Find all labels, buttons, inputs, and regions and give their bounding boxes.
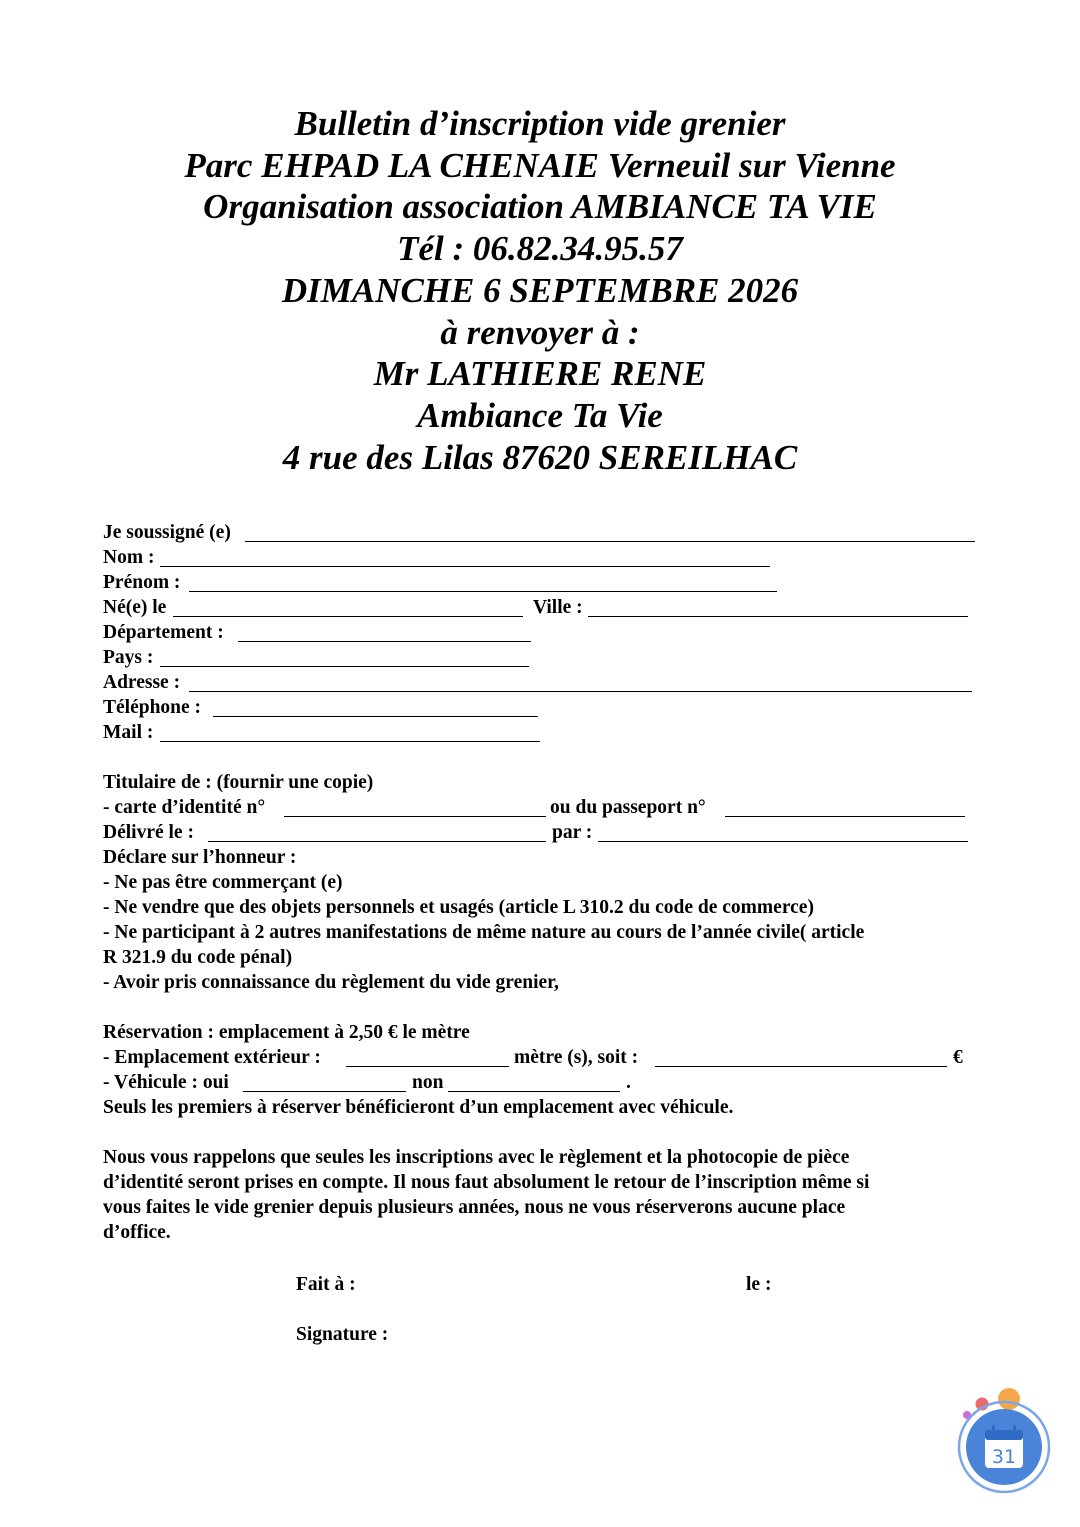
calendar-badge[interactable]: [955, 1385, 1055, 1495]
pays-field[interactable]: [160, 645, 529, 667]
vehicule-non-field[interactable]: [448, 1070, 620, 1092]
ne-le-label: Né(e) le: [103, 597, 167, 618]
declaration-item: - Ne vendre que des objets personnels et usagés (article L 310.2 du code de commerce): [103, 897, 814, 918]
emplacement-row: [103, 1045, 983, 1070]
prenom-field[interactable]: [189, 570, 777, 592]
titulaire-title-text: Titulaire de : (fournir une copie): [103, 772, 374, 793]
header-date: DIMANCHE 6 SEPTEMBRE 2026: [281, 270, 799, 310]
reminder-line: d’office.: [103, 1222, 171, 1243]
header-organisation: Organisation association AMBIANCE TA VIE: [203, 187, 877, 227]
reminder-line: Nous vous rappelons que seules les inscriptions avec le règlement et la photocopie de pièce: [103, 1147, 850, 1168]
departement-label: Département :: [103, 622, 224, 643]
calendar-icon: [955, 1385, 1055, 1495]
par-field[interactable]: [598, 820, 968, 842]
adresse-row: [103, 670, 983, 695]
telephone-field[interactable]: [213, 695, 538, 717]
nom-row: [103, 545, 983, 570]
reminder-line: vous faites le vide grenier depuis plusieurs années, nous ne vous réserverons aucune place: [103, 1197, 846, 1218]
header-recipient: Mr LATHIERE RENE: [373, 354, 707, 394]
vehicule-oui-field[interactable]: [243, 1070, 406, 1092]
soussigne-field[interactable]: [245, 520, 975, 542]
ville-label: Ville :: [533, 597, 583, 618]
carte-identite-field[interactable]: [284, 795, 546, 817]
vehicule-oui-label: - Véhicule : oui: [103, 1072, 229, 1093]
soussigne-label: Je soussigné (e): [103, 522, 231, 543]
header-address: 4 rue des Lilas 87620 SEREILHAC: [282, 437, 798, 477]
emplacement-label: - Emplacement extérieur :: [103, 1047, 321, 1068]
reservation-note: Seuls les premiers à réserver bénéficieront d’un emplacement avec véhicule.: [103, 1097, 734, 1118]
pays-row: [103, 645, 983, 670]
declaration-item: - Ne participant à 2 autres manifestations de même nature au cours de l’année civile( article: [103, 922, 865, 943]
reservation-title: Réservation : emplacement à 2,50 € le mètre: [103, 1022, 470, 1043]
telephone-row: [103, 695, 983, 720]
mail-row: [103, 720, 983, 745]
header-return-to: à renvoyer à :: [440, 312, 640, 352]
ville-field[interactable]: [588, 595, 968, 617]
pays-label: Pays :: [103, 647, 154, 668]
titulaire-title: [103, 770, 983, 795]
mail-label: Mail :: [103, 722, 154, 743]
adresse-label: Adresse :: [103, 672, 181, 693]
nom-field[interactable]: [160, 545, 770, 567]
passeport-field[interactable]: [725, 795, 965, 817]
document-header: [0, 103, 1080, 478]
declaration-item: - Avoir pris connaissance du règlement du vide grenier,: [103, 972, 559, 993]
signature-label: Signature :: [296, 1324, 389, 1345]
vehicule-period: .: [626, 1072, 631, 1093]
header-phone: Tél : 06.82.34.95.57: [397, 229, 683, 269]
header-location: Parc EHPAD LA CHENAIE Verneuil sur Vienne: [184, 145, 896, 185]
nom-label: Nom :: [103, 547, 155, 568]
prenom-label: Prénom :: [103, 572, 181, 593]
metres-label: mètre (s), soit :: [514, 1047, 639, 1068]
header-association: Ambiance Ta Vie: [417, 395, 663, 435]
fait-a-label: Fait à :: [296, 1274, 356, 1295]
carte-identite-label: - carte d’identité n°: [103, 797, 266, 818]
naissance-row: [103, 595, 983, 620]
metres-field[interactable]: [346, 1045, 509, 1067]
montant-field[interactable]: [655, 1045, 947, 1067]
mail-field[interactable]: [160, 720, 540, 742]
ne-le-field[interactable]: [173, 595, 523, 617]
registration-form: [103, 520, 983, 1245]
declaration-item: - Ne pas être commerçant (e): [103, 872, 343, 893]
reminder-line: d’identité seront prises en compte. Il nous faut absolument le retour de l’inscription même si: [103, 1172, 870, 1193]
soussigne-row: [103, 520, 983, 545]
calendar-day: 31: [991, 1446, 1017, 1468]
delivre-label: Délivré le :: [103, 822, 194, 843]
prenom-row: [103, 570, 983, 595]
declaration-title: Déclare sur l’honneur :: [103, 847, 297, 868]
passeport-label: ou du passeport n°: [550, 797, 706, 818]
piece-identite-row: [103, 795, 983, 820]
header-title: Bulletin d’inscription vide grenier: [294, 104, 786, 143]
declaration-item: R 321.9 du code pénal): [103, 947, 293, 968]
vehicule-row: [103, 1070, 983, 1095]
vehicule-non-label: non: [412, 1072, 444, 1093]
departement-field[interactable]: [238, 620, 531, 642]
par-label: par :: [552, 822, 593, 843]
departement-row: [103, 620, 983, 645]
delivre-row: [103, 820, 983, 845]
euro-symbol: €: [953, 1047, 963, 1068]
adresse-field[interactable]: [189, 670, 972, 692]
telephone-label: Téléphone :: [103, 697, 202, 718]
delivre-field[interactable]: [208, 820, 546, 842]
date-le-label: le :: [746, 1274, 772, 1295]
